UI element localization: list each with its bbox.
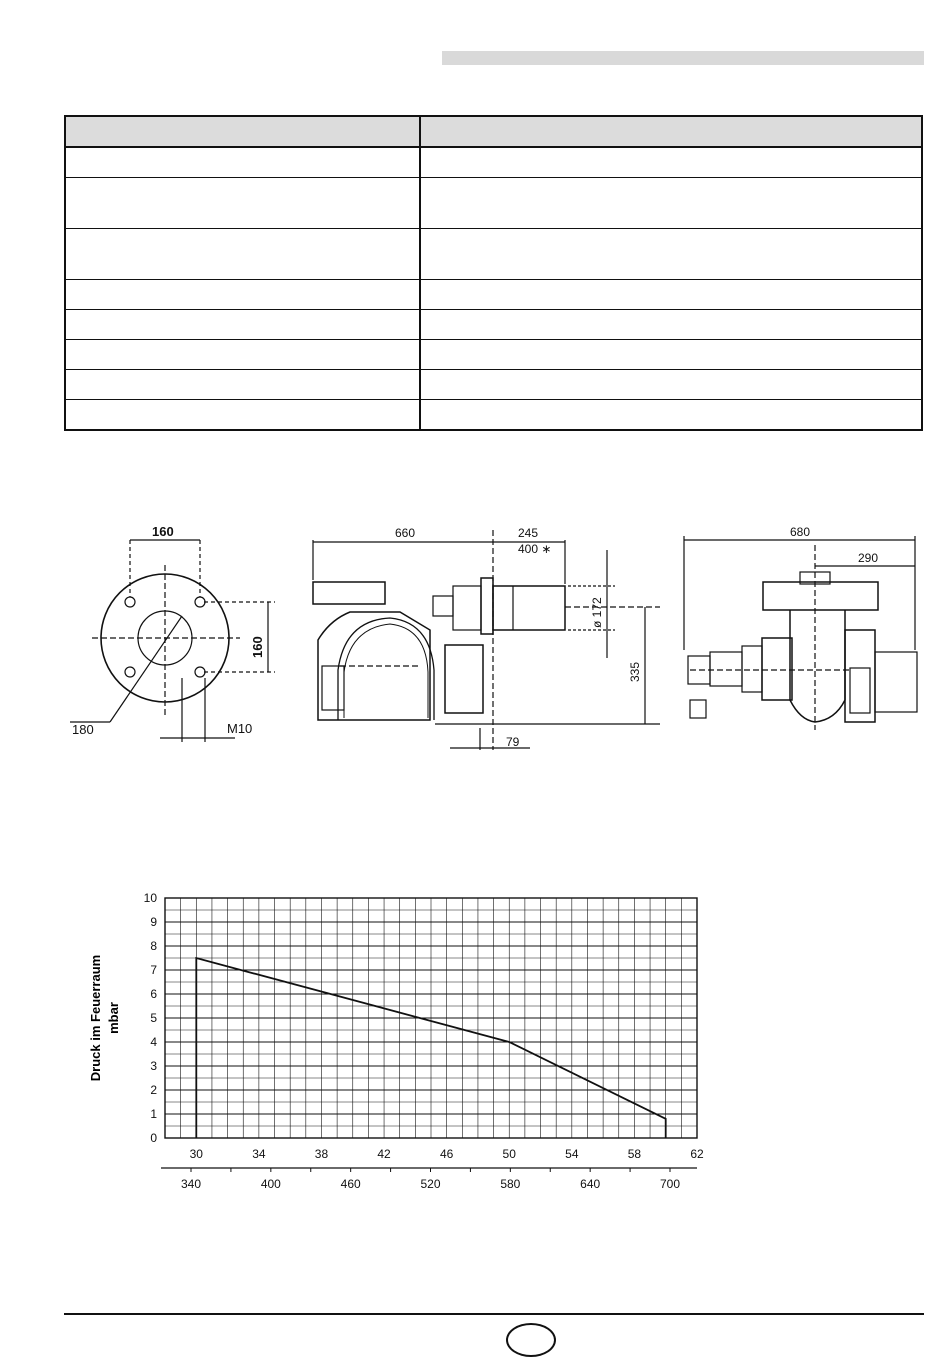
flange-diameter-label: 180 — [72, 722, 94, 737]
y-tick-label: 9 — [150, 915, 157, 929]
y-axis — [144, 891, 158, 1145]
x-tick-label-bottom: 580 — [500, 1177, 521, 1191]
footer-rule — [64, 1313, 924, 1315]
x-tick-label-top: 46 — [439, 1147, 454, 1161]
x-tick-label-top: 62 — [690, 1147, 704, 1161]
table-row — [65, 147, 922, 178]
page-number-badge — [506, 1323, 556, 1357]
y-tick-label: 3 — [150, 1059, 157, 1073]
x-tick-label-top: 54 — [565, 1147, 579, 1161]
y-axis-label: Druck im Feuerraum — [88, 954, 103, 1082]
half-width-label: 290 — [858, 551, 879, 565]
tube-length-label: 245 — [518, 526, 539, 540]
flange-width-label: 160 — [152, 524, 174, 539]
table-row — [65, 229, 922, 280]
x-tick-label-top: 34 — [252, 1147, 266, 1161]
burner-height-label: 335 — [628, 661, 642, 682]
spec-table — [64, 115, 923, 431]
flange-height-label: 160 — [250, 636, 265, 658]
chart-grid — [165, 898, 697, 1138]
x-tick-label-top: 58 — [627, 1147, 642, 1161]
table-row — [65, 280, 922, 310]
y-tick-label: 10 — [143, 891, 157, 905]
table-header-row — [65, 116, 922, 147]
y-tick-label: 4 — [150, 1035, 157, 1049]
y-tick-label: 8 — [150, 939, 157, 953]
x-tick-label-bottom: 700 — [659, 1177, 681, 1191]
y-tick-label: 2 — [150, 1083, 157, 1097]
x-tick-label-top: 42 — [377, 1147, 391, 1161]
front-view — [684, 536, 917, 730]
body-length-label: 660 — [395, 526, 416, 540]
y-tick-label: 5 — [150, 1011, 157, 1025]
tube-length-long-label: 400 ∗ — [518, 542, 552, 556]
y-tick-label: 0 — [150, 1131, 157, 1145]
x-tick-label-bottom: 640 — [580, 1177, 601, 1191]
x-axis-bottom — [161, 1168, 697, 1191]
bolt-size-label: M10 — [227, 721, 253, 736]
y-axis-unit: mbar — [106, 1002, 121, 1034]
y-tick-label: 1 — [150, 1107, 157, 1121]
x-tick-label-bottom: 340 — [180, 1177, 202, 1191]
tube-diameter-label: ø 172 — [590, 597, 604, 628]
y-tick-label: 7 — [150, 963, 157, 977]
table-row — [65, 400, 922, 431]
dimension-drawings — [0, 500, 950, 770]
overall-width-label: 680 — [790, 525, 811, 539]
pressure-chart — [0, 880, 950, 1210]
table-row — [65, 310, 922, 340]
x-tick-label-bottom: 460 — [340, 1177, 361, 1191]
x-tick-label-bottom: 520 — [420, 1177, 441, 1191]
side-view — [313, 530, 660, 750]
x-tick-label-top: 30 — [189, 1147, 203, 1161]
x-tick-label-top: 50 — [502, 1147, 516, 1161]
header-bar — [442, 51, 924, 65]
y-tick-label: 6 — [150, 987, 157, 1001]
table-row — [65, 178, 922, 229]
x-tick-label-top: 38 — [314, 1147, 329, 1161]
table-row — [65, 370, 922, 400]
x-tick-label-bottom: 400 — [260, 1177, 281, 1191]
flange-view — [70, 540, 275, 742]
x-axis-top — [190, 1147, 704, 1161]
offset-label: 79 — [506, 735, 520, 749]
table-row — [65, 340, 922, 370]
